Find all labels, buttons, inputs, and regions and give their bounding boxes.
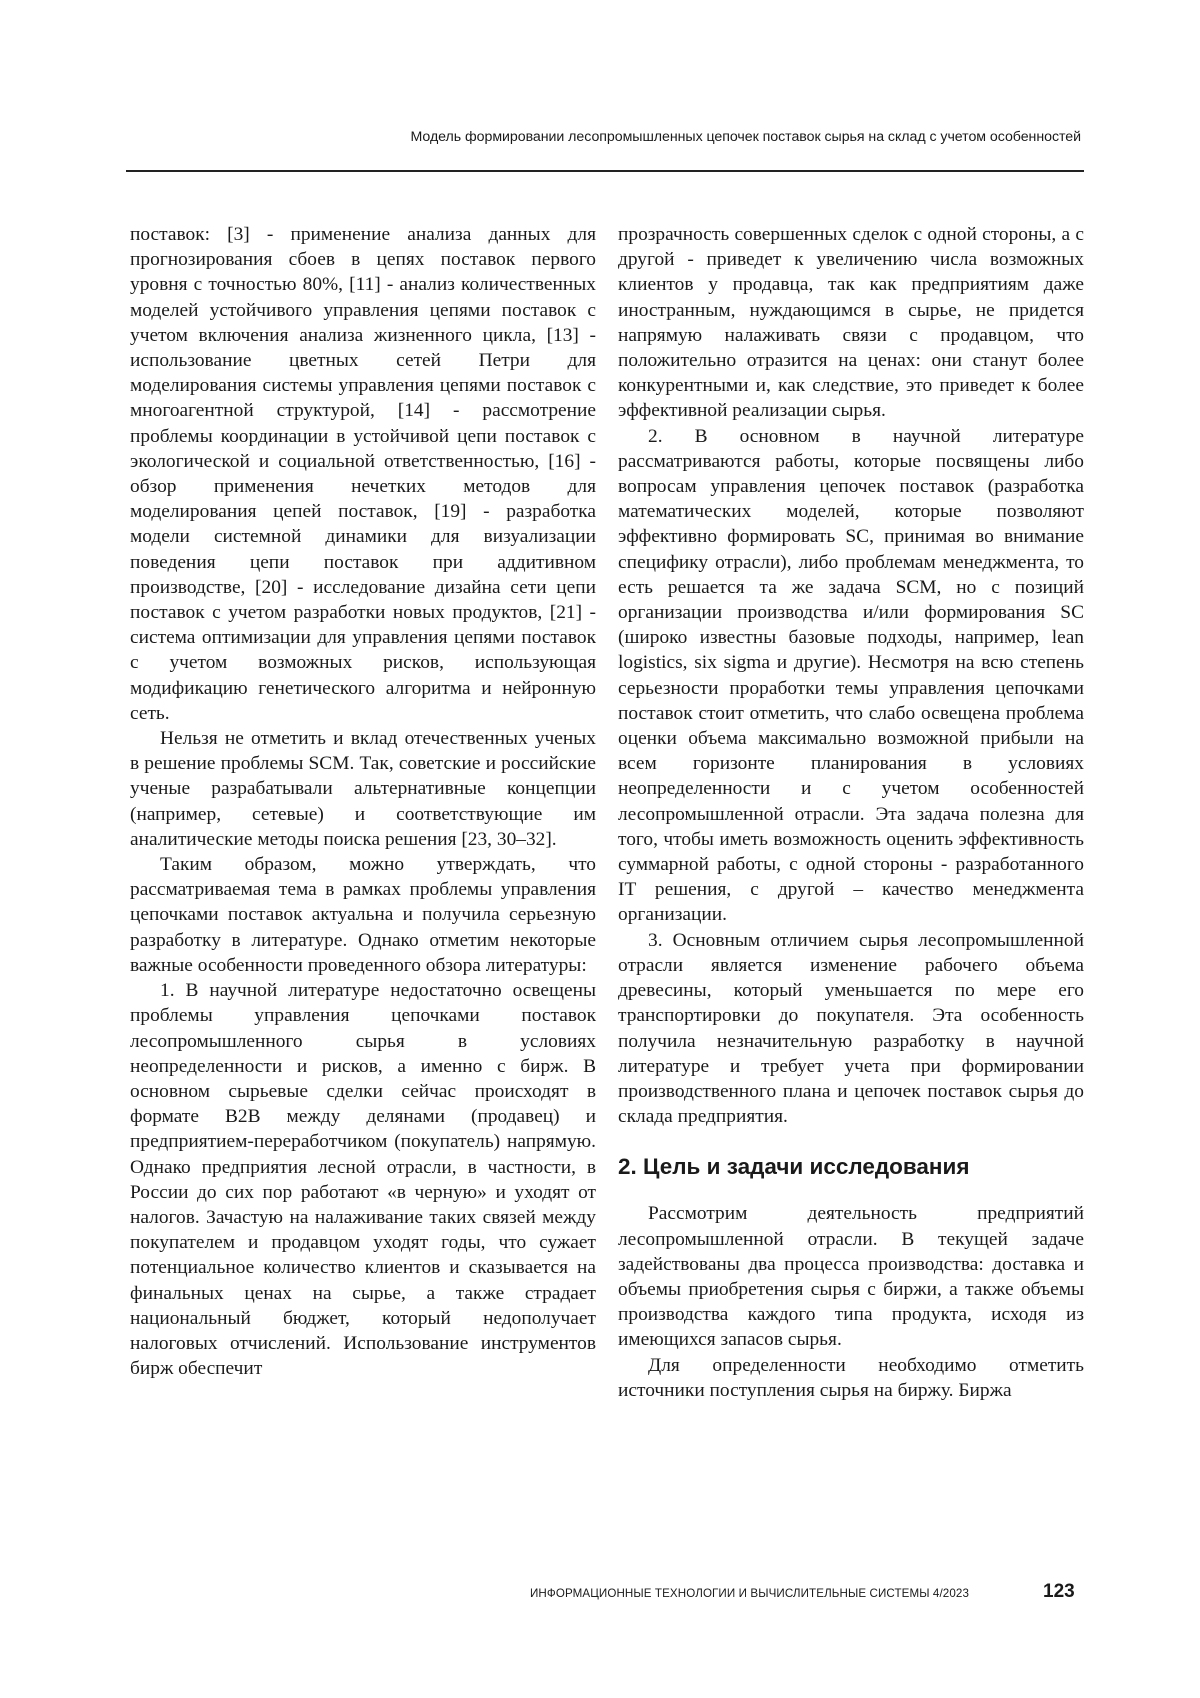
running-head: Модель формировании лесопромышленных цепочек поставок сырья на склад с учетом особенностей — [410, 129, 1081, 145]
paragraph: Таким образом, можно утверждать, что рассматриваемая тема в рамках проблемы управления цепочками поставок актуальна и получила серьезную разработку в литературе. Однако отметим некоторые важные особенности проведенного обзора литературы: — [130, 854, 596, 976]
paragraph: Для определенности необходимо отметить источники поступления сырья на биржу. Биржа — [618, 1354, 1084, 1401]
paragraph: прозрачность совершенных сделок с одной стороны, а с другой - приведет к увеличению числа возможных клиентов у продавца, так как предприятиям даже иностранным, нуждающимся в сырье, не придется напрямую налаживать связи с продавцом, что положительно отразится на ценах: они станут более конкурентными и, как следствие, это приведет к более эффективной реализации сырья. — [618, 224, 1084, 422]
left-column — [130, 222, 596, 1381]
paragraph: 2. В основном в научной литературе рассматриваются работы, которые посвящены либо вопросам управления цепочек поставок (разработка математических моделей, которые позволяют эффективно формировать SC, принимая во внимание специфику отрасли), либо проблемам менеджмента, то есть решается та же задача SCM, но с позиций организации производства и/или формирования SC (широко известны базовые подходы, например, lean logistics, six sigma и другие). Несмотря на всю степень серьезности проработки темы управления цепочками поставок стоит отметить, что слабо освещена проблема оценки объема максимально возможной прибыли на всем горизонте планирования в условиях неопределенности и с учетом особенностей лесопромышленной отрасли. Эта задача полезна для того, чтобы иметь возможность оценить эффективность суммарной работы, с одной стороны - разработанного IT решения, с другой – качество менеджмента организации. — [618, 425, 1084, 926]
right-column — [618, 222, 1084, 1403]
footer-journal-title: ИНФОРМАЦИОННЫЕ ТЕХНОЛОГИИ И ВЫЧИСЛИТЕЛЬНЫЕ СИСТЕМЫ 4/2023 — [530, 1587, 969, 1600]
paragraph: Нельзя не отметить и вклад отечественных ученых в решение проблемы SCM. Так, советские и российские ученые разрабатывали альтернативные концепции (например, сетевые) и соответствующие им аналитические методы поиска решения [23, 30–32]. — [130, 728, 596, 850]
section-heading: 2. Цель и задачи исследования — [618, 1154, 970, 1180]
header-rule — [126, 170, 1084, 172]
paragraph: поставок: [3] - применение анализа данных для прогнозирования сбоев в цепях поставок первого уровня с точностью 80%, [11] - анализ количественных моделей устойчивого управления цепями поставок с учетом включения анализа жизненного цикла, [13] - использование цветных сетей Петри для моделирования системы управления цепями поставок с многоагентной структурой, [14] - рассмотрение проблемы координации в устойчивой цепи поставок с экологической и социальной ответственностью, [16] - обзор применения нечетких методов для моделирования цепей поставок, [19] - разработка модели системной динамики для визуализации поведения цепи поставок при аддитивном производстве, [20] - исследование дизайна сети цепи поставок с учетом разработки новых продуктов, [21] - система оптимизации для управления цепями поставок с учетом возможных рисков, использующая модификацию генетического алгоритма и нейронную сеть. — [130, 224, 596, 724]
paragraph: Рассмотрим деятельность предприятий лесопромышленной отрасли. В текущей задаче задействованы два процесса производства: доставка и объемы приобретения сырья с биржи, а также объемы производства каждого типа продукта, исходя из имеющихся запасов сырья. — [618, 1203, 1084, 1351]
paragraph: 3. Основным отличием сырья лесопромышленной отрасли является изменение рабочего объема древесины, который уменьшается по мере его транспортировки до покупателя. Эта особенность получила незначительную разработку в научной литературе и требует учета при формировании производственного плана и цепочек поставок сырья до склада предприятия. — [618, 929, 1084, 1128]
paragraph: 1. В научной литературе недостаточно освещены проблемы управления цепочками поставок лесопромышленного сырья в условиях неопределенности и рисков, а именно с бирж. В основном сырьевые сделки сейчас происходят в формате B2B между делянами (продавец) и предприятием-переработчиком (покупатель) напрямую. Однако предприятия лесной отрасли, в частности, в России до сих пор работают «в черную» и уходят от налогов. Зачастую на налаживание таких связей между покупателем и продавцом уходят годы, что сужает потенциальное количество клиентов и сказывается на финальных ценах на сырье, а также страдает национальный бюджет, который недополучает налоговых отчислений. Использование инструментов бирж обеспечит — [130, 980, 596, 1380]
page-number: 123 — [1043, 1581, 1075, 1602]
